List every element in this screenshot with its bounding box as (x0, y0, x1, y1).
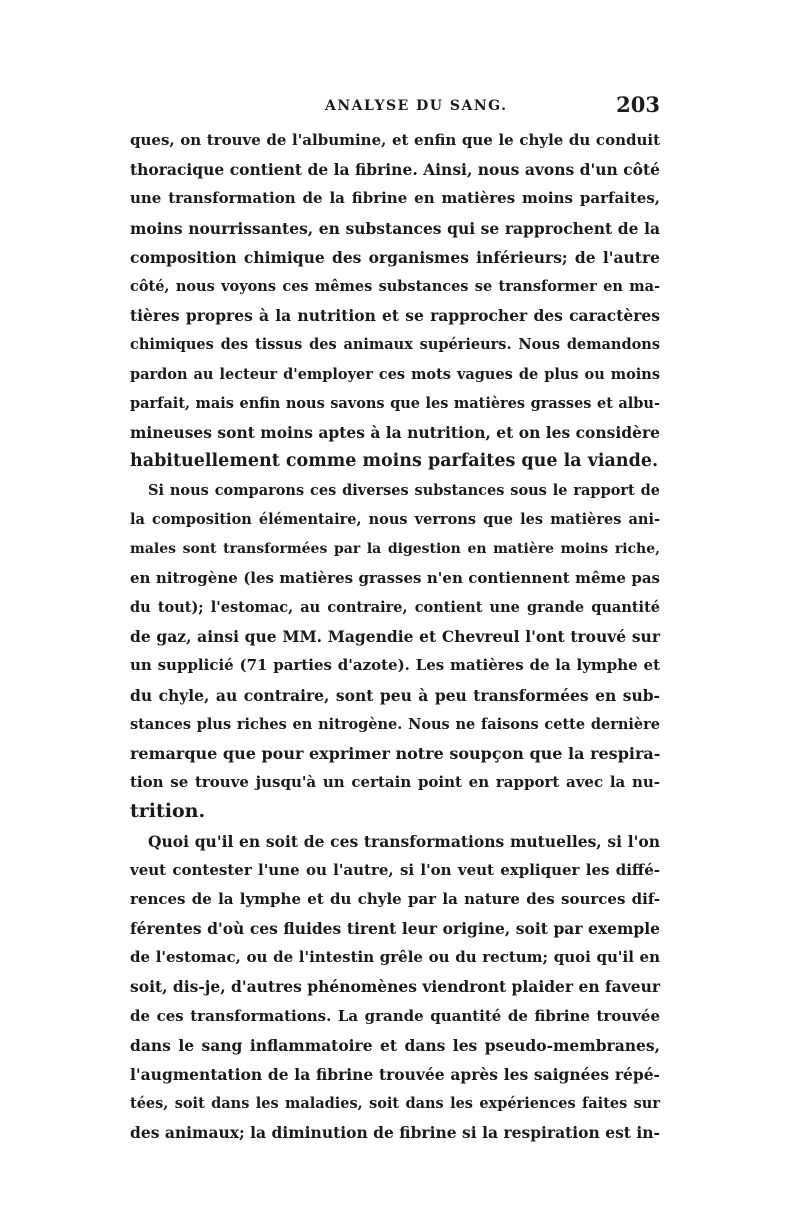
body-text (130, 126, 660, 1148)
text-line: de l'estomac, ou de l'intestin grêle ou du rectum; quoi qu'il en (130, 948, 660, 967)
text-line: du tout); l'estomac, au contraire, contient une grande quantité (130, 599, 660, 616)
text-line: une transformation de la fibrine en matières moins parfaites, (130, 189, 660, 208)
text-line: en nitrogène (les matières grasses n'en contiennent même pas (130, 568, 660, 587)
running-head (130, 92, 660, 122)
running-head-title: ANALYSE DU SANG. (325, 98, 508, 114)
text-line: la composition élémentaire, nous verrons que les matières ani- (130, 511, 660, 529)
paragraph-last-line: trition. (130, 800, 206, 823)
text-line: férentes d'où ces fluides tirent leur origine, soit par exemple (130, 919, 660, 939)
text-line: dans le sang inflammatoire et dans les pseudo-membranes, (130, 1035, 660, 1055)
text-line: parfait, mais enfin nous savons que les matières grasses et albu- (130, 394, 660, 412)
text-line: tées, soit dans les maladies, soit dans les expériences faites sur (130, 1095, 660, 1113)
text-line: rences de la lymphe et du chyle par la nature des sources dif- (130, 889, 660, 908)
text-line: l'augmentation de la fibrine trouvée après les saignées répé- (130, 1065, 660, 1084)
text-line: moins nourrissantes, en substances qui se rapprochent de la (130, 218, 660, 238)
text-line: ques, on trouve de l'albumine, et enfin que le chyle du conduit (130, 131, 660, 149)
text-line: un supplicié (71 parties d'azote). Les matières de la lymphe et (130, 656, 660, 675)
text-line: soit, dis-je, d'autres phénomènes viendront plaider en faveur (130, 977, 661, 997)
paragraph-last-line: habituellement comme moins parfaites que la viande. (130, 451, 659, 472)
text-line: tières propres à la nutrition et se rapprocher des caractères (130, 306, 660, 326)
text-line: de ces transformations. La grande quantité de fibrine trouvée (130, 1006, 660, 1025)
text-line: males sont transformées par la digestion en matière moins riche, (130, 540, 660, 557)
text-line: veut contester l'une ou l'autre, si l'on veut expliquer les diffé- (130, 860, 660, 879)
text-line: des animaux; la diminution de fibrine si la respiration est in- (130, 1123, 660, 1143)
paragraph-first-line: Si nous comparons ces diverses substances sous le rapport de (148, 482, 660, 500)
text-line: composition chimique des organismes inférieurs; de l'autre (130, 247, 660, 267)
page-number: 203 (616, 92, 660, 117)
text-line: stances plus riches en nitrogène. Nous ne faisons cette dernière (130, 715, 660, 733)
text-line: thoracique contient de la fibrine. Ainsi, nous avons d'un côté (130, 160, 660, 180)
text-line: de gaz, ainsi que MM. Magendie et Chevreul l'ont trouvé sur (130, 627, 660, 647)
text-line: chimiques des tissus des animaux supérieurs. Nous demandons (130, 336, 660, 354)
paragraph-first-line: Quoi qu'il en soit de ces transformations mutuelles, si l'on (148, 831, 660, 851)
text-line: remarque que pour exprimer notre soupçon que la respira- (130, 743, 661, 763)
text-line: du chyle, au contraire, sont peu à peu transformées en sub- (130, 685, 660, 705)
text-line: mineuses sont moins aptes à la nutrition, et on les considère (130, 422, 660, 442)
text-line: côté, nous voyons ces mêmes substances se transformer en ma- (130, 277, 660, 295)
text-line: pardon au lecteur d'employer ces mots vagues de plus ou moins (130, 365, 660, 383)
text-line: tion se trouve jusqu'à un certain point en rapport avec la nu- (130, 773, 660, 792)
